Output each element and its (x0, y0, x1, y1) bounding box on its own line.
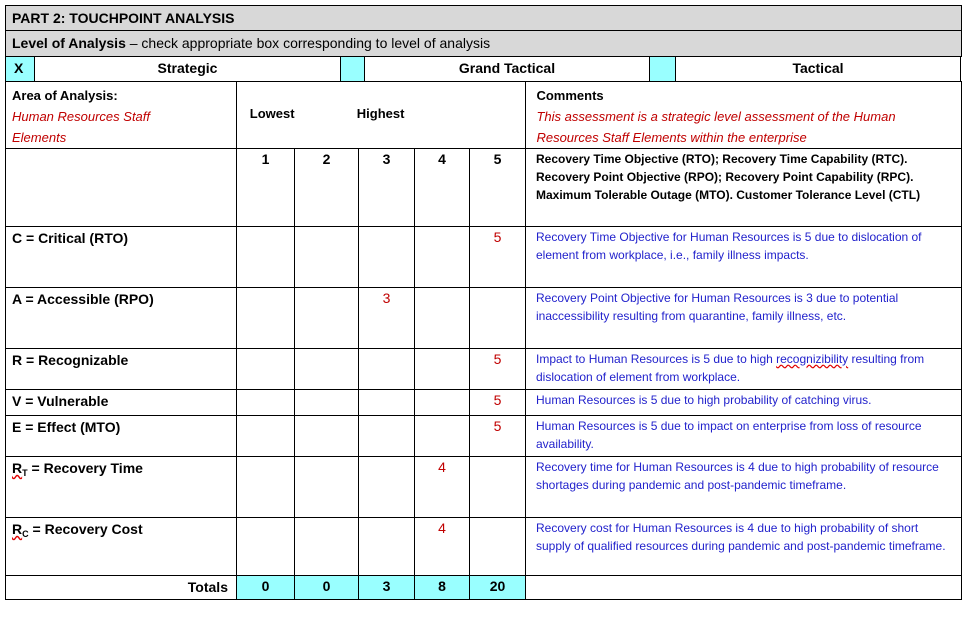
score-cell[interactable] (358, 415, 415, 457)
score-recovery-cost[interactable]: 4 (414, 517, 470, 576)
tactical-checkbox[interactable] (649, 56, 676, 82)
comment-effect: Human Resources is 5 due to impact on enterprise from loss of resource availability. (525, 415, 962, 457)
score-cell[interactable] (358, 456, 415, 518)
totals-row (6, 576, 962, 600)
score-cell[interactable] (414, 287, 470, 349)
score-cell[interactable] (294, 389, 359, 416)
scale-header-cell (236, 81, 527, 149)
totals-label: Totals (5, 575, 237, 600)
total-1: 0 (236, 575, 295, 600)
scale-definitions: Recovery Time Objective (RTO); Recovery Time Capability (RTC). Recovery Point Objective (RPO); Recovery Point Capability (RPC). Maximum Tolerable Outage (MTO). Customer Tolerance Level (CTL) (525, 148, 962, 227)
score-cell[interactable] (294, 287, 359, 349)
total-2: 0 (294, 575, 359, 600)
comment-vulnerable: Human Resources is 5 due to high probability of catching virus. (525, 389, 962, 416)
row-label-recovery-time-sub: T (22, 468, 28, 478)
row-label-recovery-time (5, 456, 237, 518)
touchpoint-analysis-form (6, 6, 962, 600)
score-accessible[interactable]: 3 (358, 287, 415, 349)
strategic-checkbox[interactable]: X (5, 56, 35, 82)
score-cell[interactable] (236, 456, 295, 518)
table-row (6, 227, 962, 288)
row-label-accessible: A = Accessible (RPO) (5, 287, 237, 349)
score-cell[interactable] (294, 348, 359, 390)
score-cell[interactable] (414, 389, 470, 416)
table-row (6, 518, 962, 576)
row-label-recovery-cost-r: R (12, 521, 23, 537)
score-cell[interactable] (236, 517, 295, 576)
highest-label: Highest (356, 106, 405, 121)
score-cell[interactable] (414, 348, 470, 390)
grand-tactical-label: Grand Tactical (364, 56, 650, 82)
scale-number-5: 5 (469, 148, 526, 227)
score-cell[interactable] (469, 456, 526, 518)
total-3: 3 (358, 575, 415, 600)
area-of-analysis-cell (5, 81, 237, 149)
score-effect[interactable]: 5 (469, 415, 526, 457)
scale-blank-cell (5, 148, 237, 227)
total-5: 20 (469, 575, 526, 600)
scale-number-4: 4 (414, 148, 470, 227)
score-cell[interactable] (358, 389, 415, 416)
level-of-analysis-instruction (5, 30, 962, 57)
score-cell[interactable] (414, 415, 470, 457)
scale-number-3: 3 (358, 148, 415, 227)
score-cell[interactable] (358, 348, 415, 390)
score-cell[interactable] (236, 226, 295, 288)
score-recognizable[interactable]: 5 (469, 348, 526, 390)
score-cell[interactable] (294, 226, 359, 288)
comment-recognizable-pre: Impact to Human Resources is 5 due to high (536, 352, 777, 366)
comment-recognizable (525, 348, 962, 390)
scale-number-2: 2 (294, 148, 359, 227)
total-4: 8 (414, 575, 470, 600)
score-cell[interactable] (236, 415, 295, 457)
row-label-critical: C = Critical (RTO) (5, 226, 237, 288)
score-cell[interactable] (236, 348, 295, 390)
misspelled-word: recognizibility (776, 352, 849, 366)
comment-recognizable-post: resulting from dislocation of element from workplace. (536, 352, 925, 384)
comment-accessible: Recovery Point Objective for Human Resources is 3 due to potential inaccessibility resulting from quarantine, family illness, etc. (525, 287, 962, 349)
part-title: PART 2: TOUCHPOINT ANALYSIS (5, 5, 962, 31)
score-cell[interactable] (294, 415, 359, 457)
score-cell[interactable] (294, 517, 359, 576)
row-label-recovery-time-r: R (12, 460, 23, 476)
comments-label: Comments (536, 88, 604, 103)
tactical-label: Tactical (675, 56, 961, 82)
comments-header-cell (525, 81, 962, 149)
row-label-recognizable: R = Recognizable (5, 348, 237, 390)
totals-comment-cell (525, 575, 962, 600)
row-label-vulnerable: V = Vulnerable (5, 389, 237, 416)
area-of-analysis-value: Human Resources Staff Elements (12, 109, 151, 145)
score-vulnerable[interactable]: 5 (469, 389, 526, 416)
row-label-recovery-time-rest: = Recovery Time (27, 460, 143, 476)
comment-recovery-cost: Recovery cost for Human Resources is 4 due to high probability of short supply of qualified resources during pandemic and post-pandemic timeframe. (525, 517, 962, 576)
score-cell[interactable] (294, 456, 359, 518)
table-row (6, 457, 962, 518)
score-cell[interactable] (236, 389, 295, 416)
table-row (6, 416, 962, 457)
level-of-analysis-text: – check appropriate box corresponding to level of analysis (125, 35, 491, 51)
row-label-effect: E = Effect (MTO) (5, 415, 237, 457)
lowest-label: Lowest (249, 106, 295, 121)
comments-value: This assessment is a strategic level assessment of the Human Resources Staff Elements within the enterprise (536, 109, 896, 145)
score-cell[interactable] (358, 226, 415, 288)
score-cell[interactable] (469, 287, 526, 349)
strategic-label: Strategic (34, 56, 341, 82)
table-row (6, 288, 962, 349)
score-recovery-time[interactable]: 4 (414, 456, 470, 518)
comment-recovery-time: Recovery time for Human Resources is 4 due to high probability of resource shortages during pandemic and post-pandemic timeframe. (525, 456, 962, 518)
table-row (6, 349, 962, 390)
score-cell[interactable] (236, 287, 295, 349)
score-cell[interactable] (358, 517, 415, 576)
table-row (6, 390, 962, 416)
score-critical[interactable]: 5 (469, 226, 526, 288)
score-cell[interactable] (469, 517, 526, 576)
comment-critical: Recovery Time Objective for Human Resources is 5 due to dislocation of element from workplace, i.e., family illness impacts. (525, 226, 962, 288)
area-of-analysis-label: Area of Analysis: (12, 88, 118, 103)
row-label-recovery-cost-sub: C (22, 529, 29, 539)
row-label-recovery-cost-rest: = Recovery Cost (28, 521, 143, 537)
row-label-recovery-cost (5, 517, 237, 576)
level-of-analysis-label: Level of Analysis (12, 35, 126, 51)
grand-tactical-checkbox[interactable] (340, 56, 365, 82)
score-cell[interactable] (414, 226, 470, 288)
scale-number-1: 1 (236, 148, 295, 227)
